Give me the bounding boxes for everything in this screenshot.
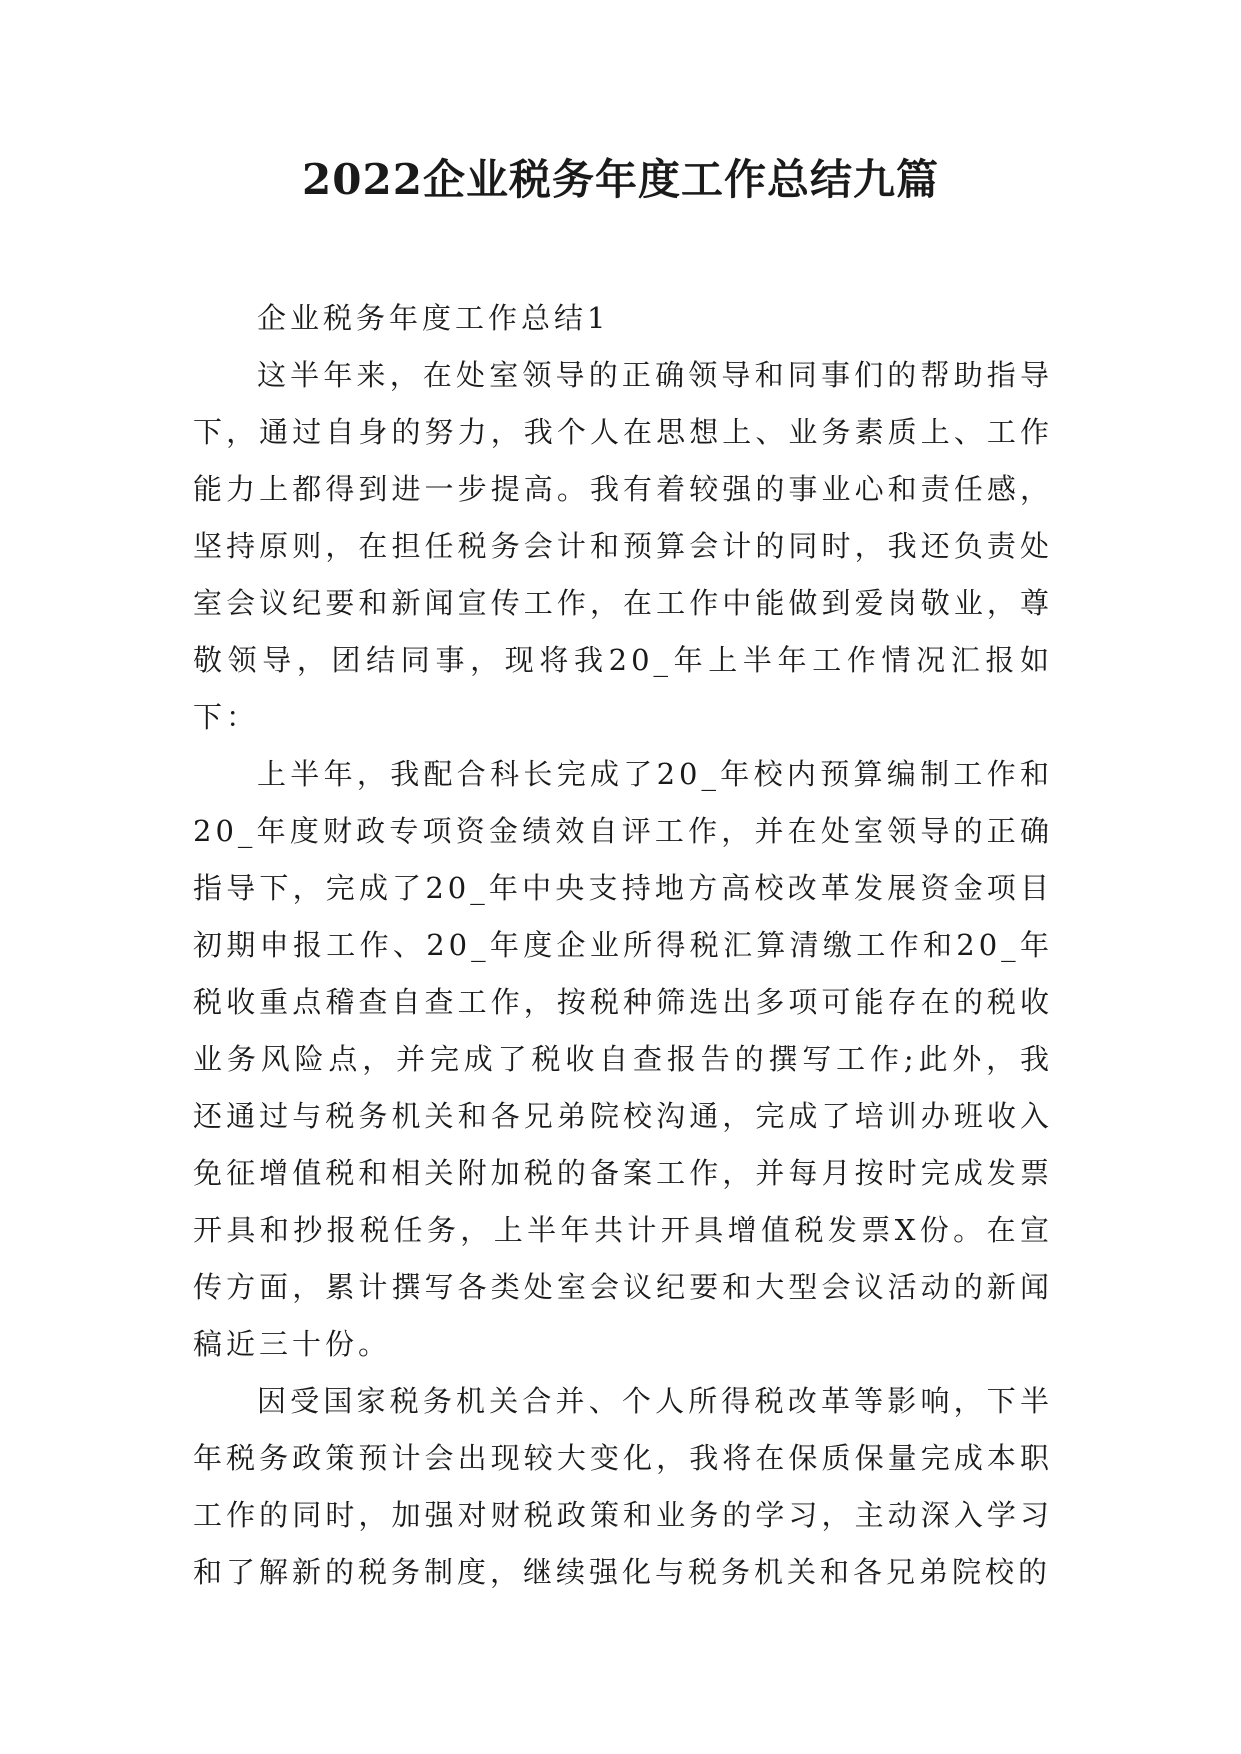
document-title: 2022企业税务年度工作总结九篇 — [302, 155, 939, 204]
document-body — [193, 290, 1053, 1601]
section-heading: 企业税务年度工作总结1 — [257, 301, 610, 335]
paragraph-2: 上半年，我配合科长完成了20_年校内预算编制工作和20_年度财政专项资金绩效自评工作，并在处室领导的正确指导下，完成了20_年中央支持地方高校改革发展资金项目初期申报工作、20_年度企业所得税汇算清缴工作和20_年税收重点稽查自查工作，按税种筛选出多项可能存在的税收业务风险点，并完成了税收自查报告的撰写工作;此外，我还通过与税务机关和各兄弟院校沟通，完成了培训办班收入免征增值税和相关附加税的备案工作，并每月按时完成发票开具和抄报税任务，上半年共计开具增值税发票X份。在宣传方面，累计撰写各类处室会议纪要和大型会议活动的新闻稿近三十份。 — [193, 757, 1053, 1361]
paragraph-3: 因受国家税务机关合并、个人所得税改革等影响，下半年税务政策预计会出现较大变化，我将在保质保量完成本职工作的同时，加强对财税政策和业务的学习，主动深入学习和了解新的税务制度，继续强化与税务机关和各兄弟院校的 — [193, 1384, 1053, 1589]
paragraph-1: 这半年来，在处室领导的正确领导和同事们的帮助指导下，通过自身的努力，我个人在思想上、业务素质上、工作能力上都得到进一步提高。我有着较强的事业心和责任感，坚持原则，在担任税务会计和预算会计的同时，我还负责处室会议纪要和新闻宣传工作，在工作中能做到爱岗敬业，尊敬领导，团结同事，现将我20_年上半年工作情况汇报如下： — [193, 358, 1053, 734]
